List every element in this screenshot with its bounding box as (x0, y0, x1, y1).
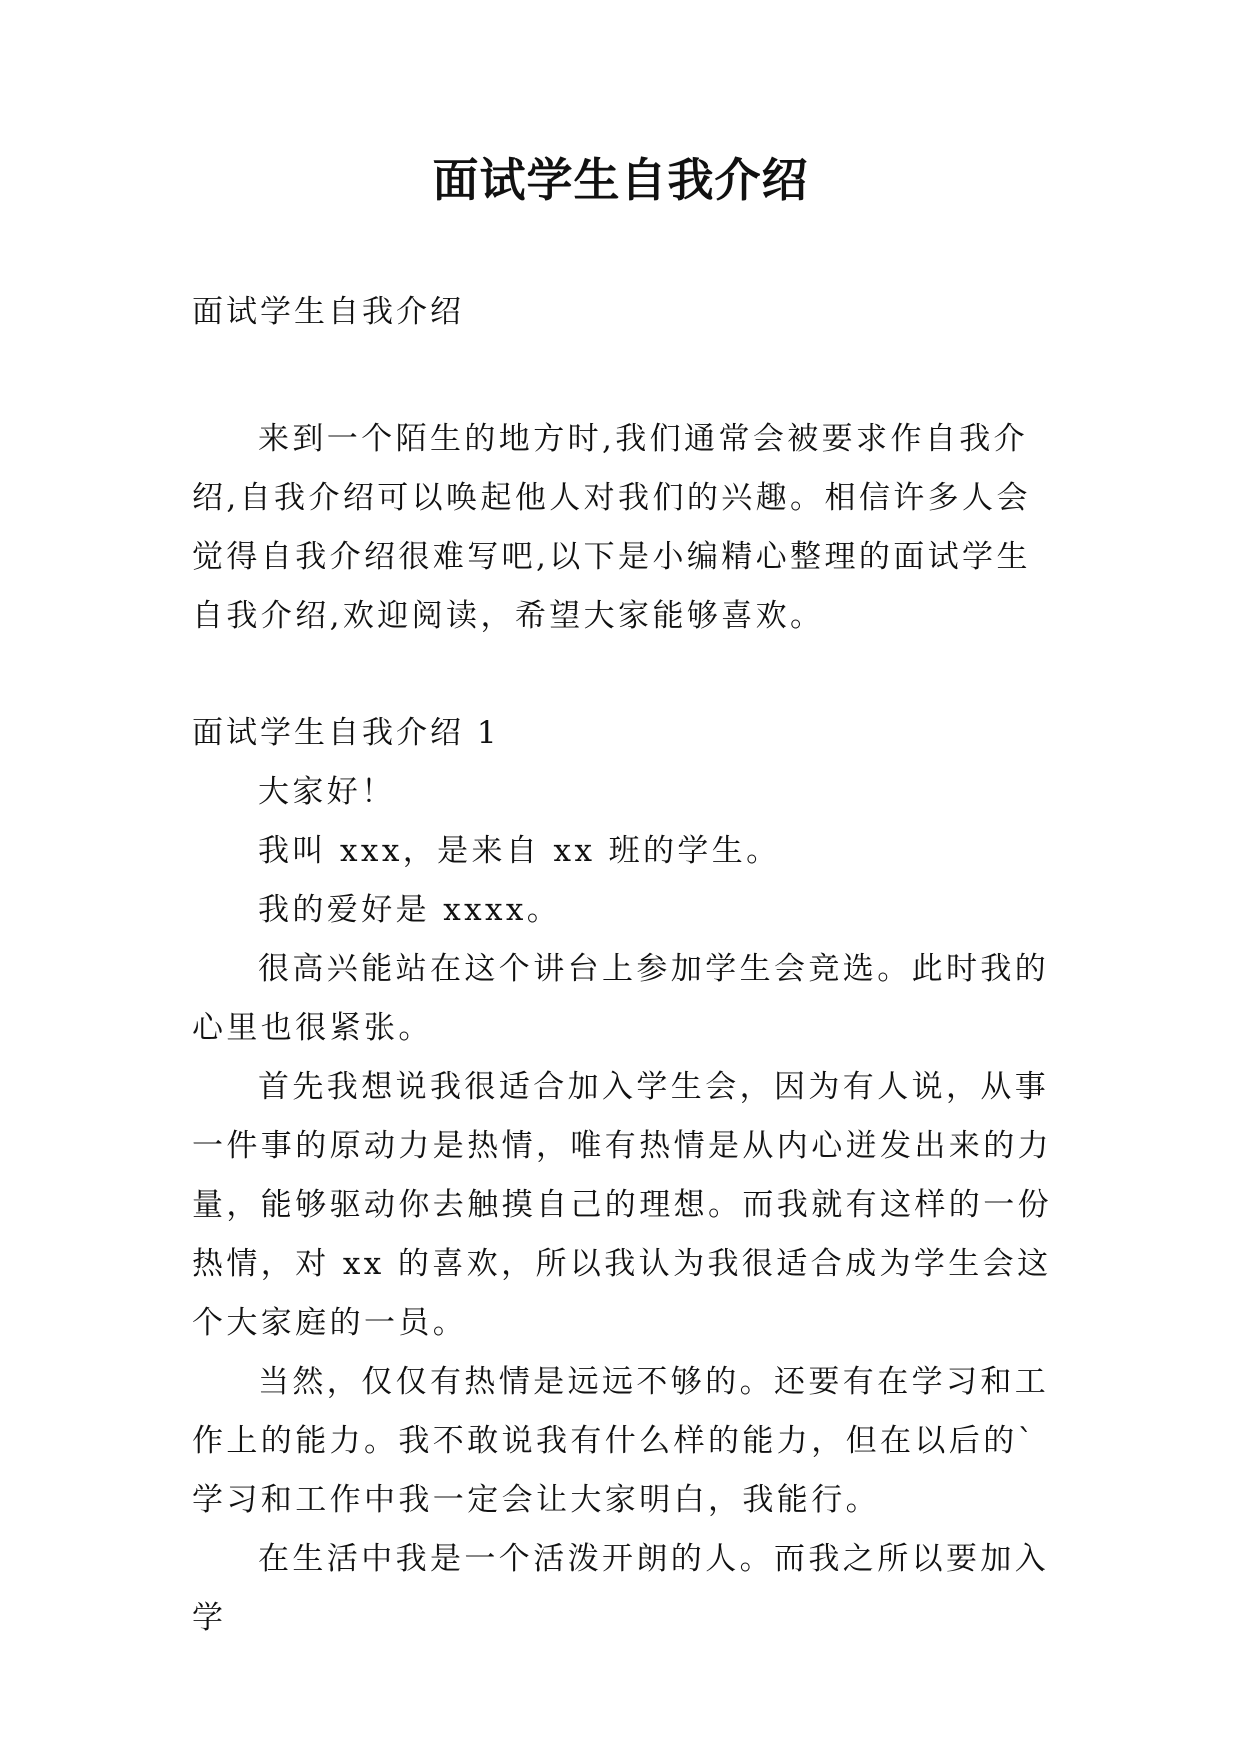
section-body (192, 704, 1062, 1648)
intro-paragraph: 来到一个陌生的地方时,我们通常会被要求作自我介绍,自我介绍可以唤起他人对我们的兴趣。相信许多人会觉得自我介绍很难写吧,以下是小编精心整理的面试学生自我介绍,欢迎阅读，希望大家能够喜欢。 (192, 421, 1031, 634)
document-subtitle: 面试学生自我介绍 (192, 294, 464, 330)
paragraph-personality: 在生活中我是一个活泼开朗的人。而我之所以要加入学 (192, 1541, 1050, 1636)
paragraph-feelings: 很高兴能站在这个讲台上参加学生会竞选。此时我的心里也很紧张。 (192, 951, 1050, 1046)
paragraph-name: 我叫 xxx，是来自 xx 班的学生。 (258, 833, 781, 869)
paragraph-passion: 首先我想说我很适合加入学生会，因为有人说，从事一件事的原动力是热情，唯有热情是从内心迸发出来的力量，能够驱动你去触摸自己的理想。而我就有这样的一份热情，对 xx 的喜欢，所以我认为我很适合成为学生会这个大家庭的一员。 (192, 1069, 1052, 1341)
paragraph-greeting: 大家好！ (258, 774, 396, 810)
document-title: 面试学生自我介绍 (432, 153, 809, 207)
paragraph-ability: 当然，仅仅有热情是远远不够的。还要有在学习和工作上的能力。我不敢说我有什么样的能力，但在以后的`学习和工作中我一定会让大家明白，我能行。 (192, 1364, 1050, 1518)
paragraph-hobby: 我的爱好是 xxxx。 (258, 892, 562, 928)
section-title: 面试学生自我介绍 1 (192, 715, 500, 751)
